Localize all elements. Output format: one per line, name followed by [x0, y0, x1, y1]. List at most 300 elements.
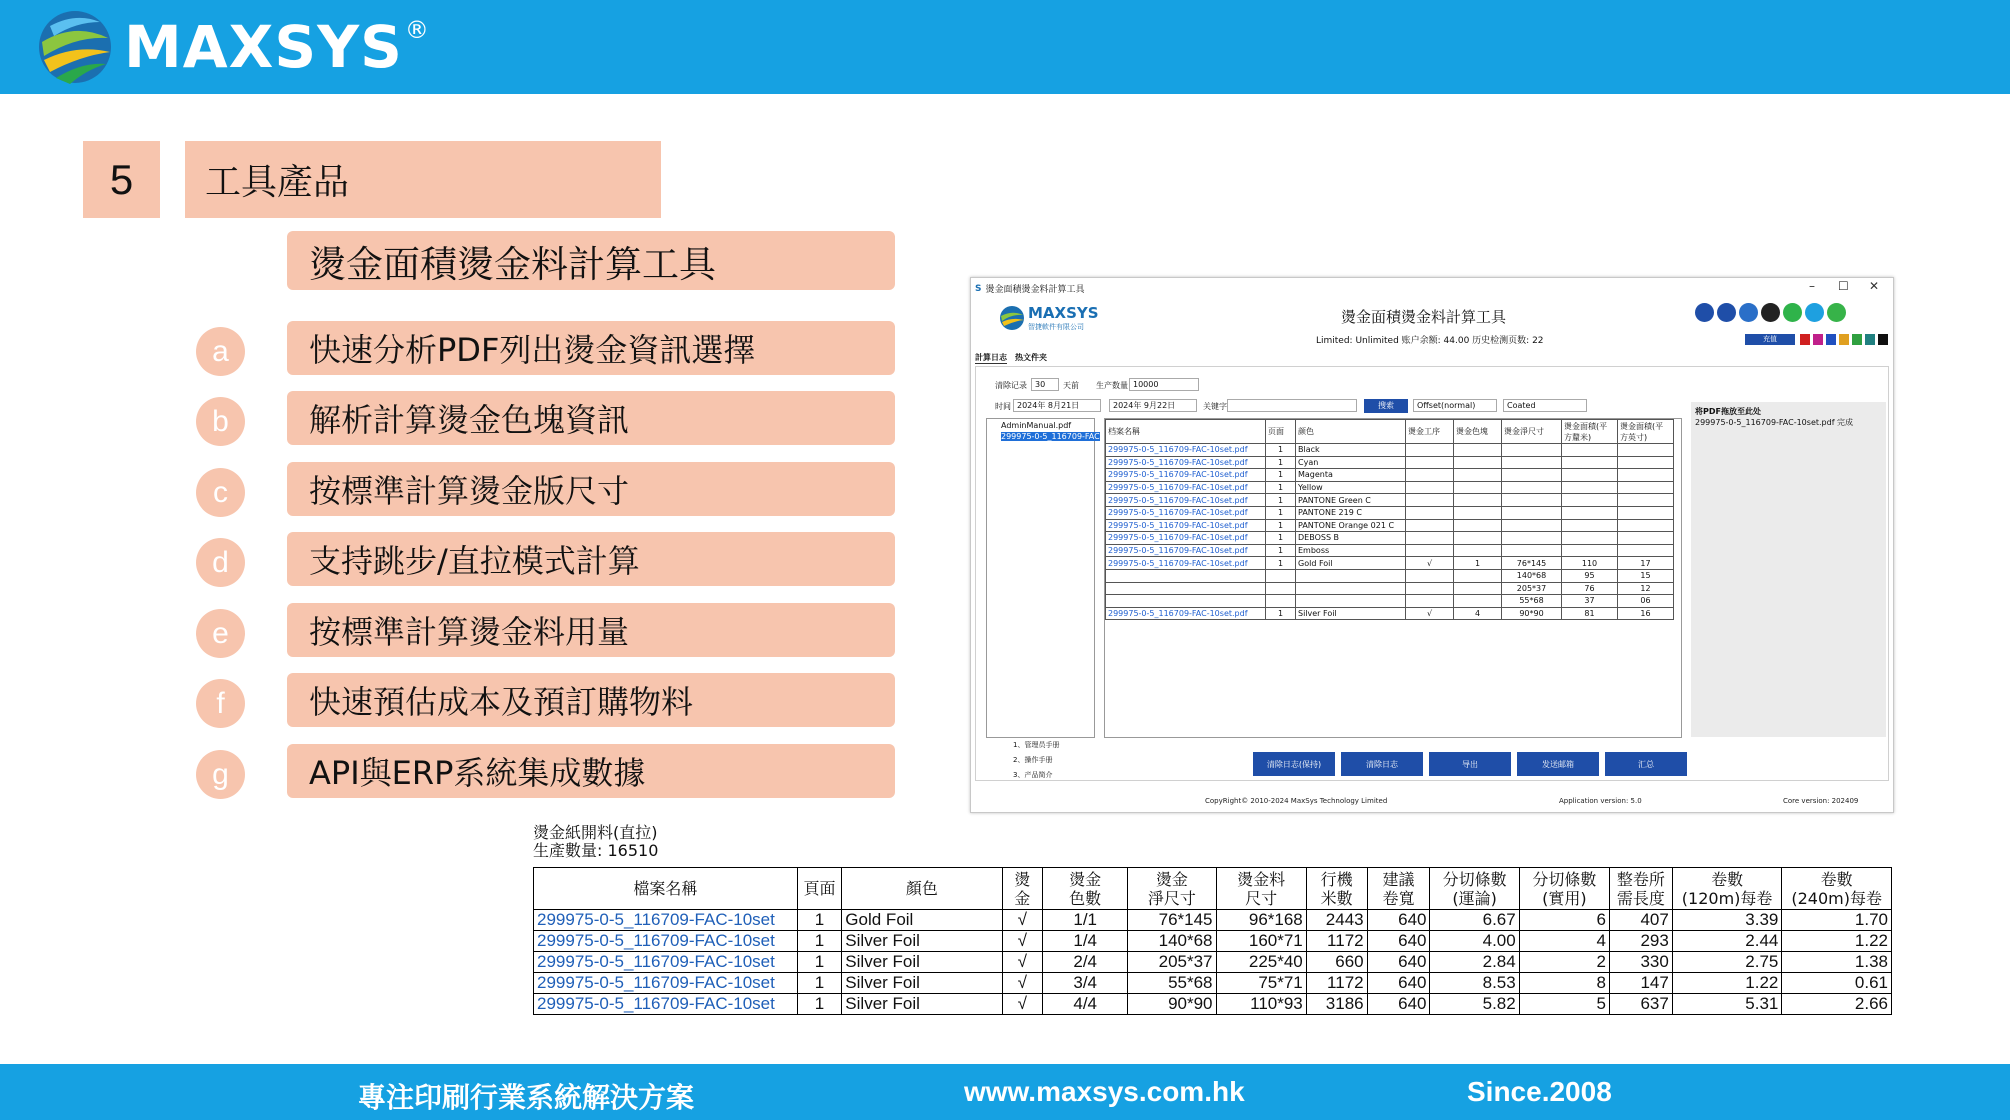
- grid-cell-size: 205*37: [1502, 582, 1562, 595]
- grid-empty-cell: [1266, 695, 1296, 708]
- grid-cell-file: 299975-0-5_116709-FAC-10set.pdf: [1106, 544, 1266, 557]
- foil-cell: 640: [1367, 910, 1430, 931]
- grid-empty-cell: [1454, 708, 1502, 721]
- grid-cell-size: [1502, 506, 1562, 519]
- grid-cell-area_in: [1618, 481, 1674, 494]
- grid-cell-blocks: [1454, 506, 1502, 519]
- grid-empty-cell: [1502, 645, 1562, 658]
- grid-empty-row: [1106, 658, 1674, 671]
- grid-cell-size: [1502, 481, 1562, 494]
- manual-link[interactable]: 2、操作手册: [1013, 756, 1053, 764]
- section-title: 工具產品: [185, 141, 661, 218]
- grid-empty-cell: [1296, 632, 1406, 645]
- foil-cell: Gold Foil: [842, 910, 1002, 931]
- grid-cell-proc: [1406, 544, 1454, 557]
- foil-cell: 55*68: [1128, 973, 1216, 994]
- grid-empty-cell: [1406, 721, 1454, 734]
- keyword-input[interactable]: [1227, 399, 1357, 412]
- grid-cell-area_in: [1618, 519, 1674, 532]
- grid-cell-size: [1502, 532, 1562, 545]
- grid-empty-cell: [1562, 683, 1618, 696]
- grid-empty-cell: [1454, 645, 1502, 658]
- grid-cell-color: Magenta: [1296, 469, 1406, 482]
- foil-file-name[interactable]: 299975-0-5_116709-FAC-10set: [534, 952, 798, 973]
- color-swatch[interactable]: [1865, 334, 1875, 345]
- keyword-label: 关键字: [1203, 402, 1227, 411]
- grid-empty-cell: [1618, 670, 1674, 683]
- foil-cell: 3/4: [1043, 973, 1128, 994]
- grid-row[interactable]: [1106, 444, 1674, 457]
- grid-empty-cell: [1266, 708, 1296, 721]
- grid-cell-color: DEBOSS B: [1296, 532, 1406, 545]
- grid-empty-cell: [1454, 695, 1502, 708]
- foil-cell: 8: [1519, 973, 1609, 994]
- grid-cell-size: 90*90: [1502, 607, 1562, 620]
- grid-empty-cell: [1618, 620, 1674, 633]
- grid-cell-page: 1: [1266, 557, 1296, 570]
- results-grid[interactable]: [1104, 418, 1682, 738]
- app-logo-text: MAXSYS: [1028, 304, 1099, 322]
- foil-cell: 140*68: [1128, 931, 1216, 952]
- pdf-drop-zone[interactable]: [1691, 402, 1886, 737]
- grid-empty-cell: [1106, 620, 1266, 633]
- grid-empty-cell: [1618, 645, 1674, 658]
- foil-cell: 5.82: [1430, 994, 1519, 1015]
- foil-header: 分切條數 (實用): [1519, 868, 1609, 910]
- grid-cell-color: PANTONE Orange 021 C: [1296, 519, 1406, 532]
- grid-row[interactable]: [1106, 519, 1674, 532]
- grid-cell-proc: [1406, 494, 1454, 507]
- grid-empty-cell: [1562, 658, 1618, 671]
- grid-empty-cell: [1106, 733, 1266, 746]
- grid-empty-cell: [1406, 645, 1454, 658]
- grid-empty-row: [1106, 733, 1674, 746]
- grid-cell-area_in: [1618, 532, 1674, 545]
- grid-empty-cell: [1266, 645, 1296, 658]
- foil-cell: 640: [1367, 931, 1430, 952]
- grid-empty-cell: [1502, 658, 1562, 671]
- grid-empty-cell: [1454, 658, 1502, 671]
- foil-header: 顏色: [842, 868, 1002, 910]
- foil-table-title: 燙金紙開料(直拉): [533, 823, 658, 842]
- grid-cell-file: 299975-0-5_116709-FAC-10set.pdf: [1106, 532, 1266, 545]
- grid-cell-proc: √: [1406, 607, 1454, 620]
- globe-logo-icon: [999, 305, 1025, 331]
- foil-cell: 2.66: [1782, 994, 1892, 1015]
- foil-cell: 1.22: [1672, 973, 1782, 994]
- footer-slogan: 專注印刷行業系統解決方案: [358, 1082, 695, 1113]
- grid-empty-cell: [1406, 632, 1454, 645]
- clear-log-keep-button[interactable]: 清除日志(保持): [1253, 752, 1335, 776]
- grid-cell-blocks: [1454, 519, 1502, 532]
- grid-empty-cell: [1562, 695, 1618, 708]
- grid-cell-page: 1: [1266, 519, 1296, 532]
- grid-empty-cell: [1454, 670, 1502, 683]
- quantity-input[interactable]: 10000: [1129, 378, 1199, 391]
- grid-cell-area_cm: [1562, 456, 1618, 469]
- foil-header: 檔案名稱: [534, 868, 798, 910]
- foil-row: [534, 994, 1892, 1015]
- foil-header: 行機 米數: [1306, 868, 1367, 910]
- grid-cell-proc: [1406, 456, 1454, 469]
- user-icon[interactable]: [1695, 303, 1714, 322]
- foil-cell: Silver Foil: [842, 952, 1002, 973]
- foil-cell: 1.70: [1782, 910, 1892, 931]
- footer-website[interactable]: www.maxsys.com.hk: [964, 1076, 1245, 1107]
- foil-cell: 2/4: [1043, 952, 1128, 973]
- grid-empty-cell: [1618, 708, 1674, 721]
- grid-empty-row: [1106, 708, 1674, 721]
- grid-cell-area_cm: [1562, 544, 1618, 557]
- grid-row[interactable]: [1106, 481, 1674, 494]
- grid-cell-size: [1502, 544, 1562, 557]
- phone-icon[interactable]: [1717, 303, 1736, 322]
- grid-cell-page: 1: [1266, 532, 1296, 545]
- foil-cell: 6: [1519, 910, 1609, 931]
- grid-cell-area_in: [1618, 444, 1674, 457]
- foil-cell: 1172: [1306, 973, 1367, 994]
- grid-cell-area_in: [1618, 544, 1674, 557]
- bullet-b: b: [196, 397, 245, 446]
- grid-cell-area_in: [1618, 456, 1674, 469]
- grid-cell-blocks: [1454, 481, 1502, 494]
- account-status: Limited: Unlimited 账户余额: 44.00 历史检测页数: 22: [1316, 336, 1544, 346]
- grid-empty-cell: [1562, 632, 1618, 645]
- color-swatch[interactable]: [1839, 334, 1849, 345]
- foil-file-name[interactable]: 299975-0-5_116709-FAC-10set: [534, 931, 798, 952]
- grid-empty-cell: [1296, 620, 1406, 633]
- grid-empty-row: [1106, 695, 1674, 708]
- search-button[interactable]: 搜索: [1364, 399, 1408, 413]
- tree-file-item[interactable]: AdminManual.pdf: [1001, 421, 1072, 430]
- time-label: 时间: [995, 402, 1011, 411]
- grid-empty-cell: [1562, 620, 1618, 633]
- grid-cell-blocks: 4: [1454, 607, 1502, 620]
- grid-cell-area_in: 17: [1618, 557, 1674, 570]
- grid-empty-row: [1106, 721, 1674, 734]
- foil-cell: 0.61: [1782, 973, 1892, 994]
- color-swatch[interactable]: [1800, 334, 1810, 345]
- foil-cell: 225*40: [1216, 952, 1306, 973]
- grid-cell-size: 140*68: [1502, 569, 1562, 582]
- foil-cell: 640: [1367, 973, 1430, 994]
- grid-cell-color: Cyan: [1296, 456, 1406, 469]
- foil-cell: √: [1002, 973, 1043, 994]
- foil-cell: √: [1002, 910, 1043, 931]
- grid-empty-cell: [1502, 632, 1562, 645]
- quantity-label: 生产数量: [1096, 381, 1128, 390]
- grid-cell-page: [1266, 582, 1296, 595]
- grid-header: 档案名稱: [1106, 420, 1266, 444]
- production-quantity: 生產數量: 16510: [533, 841, 659, 860]
- foil-file-name[interactable]: 299975-0-5_116709-FAC-10set: [534, 910, 798, 931]
- grid-row[interactable]: [1106, 544, 1674, 557]
- grid-cell-size: [1502, 519, 1562, 532]
- foil-header: 卷數 (120m)每卷: [1672, 868, 1782, 910]
- window-title-bar: [975, 282, 1085, 295]
- grid-empty-cell: [1106, 721, 1266, 734]
- results-table: [1105, 419, 1674, 746]
- grid-header: 燙金色塊: [1454, 420, 1502, 444]
- tool-title: 燙金面積燙金料計算工具: [287, 231, 895, 290]
- grid-empty-cell: [1106, 632, 1266, 645]
- grid-header: 页面: [1266, 420, 1296, 444]
- grid-empty-cell: [1106, 708, 1266, 721]
- grid-empty-cell: [1618, 733, 1674, 746]
- grid-cell-area_in: 06: [1618, 595, 1674, 608]
- grid-empty-cell: [1454, 721, 1502, 734]
- manual-link[interactable]: 3、产品简介: [1013, 771, 1053, 779]
- grid-cell-proc: [1406, 569, 1454, 582]
- foil-row: [534, 952, 1892, 973]
- foil-cell: 3186: [1306, 994, 1367, 1015]
- grid-empty-cell: [1266, 683, 1296, 696]
- foil-header: 建議 卷寬: [1367, 868, 1430, 910]
- grid-cell-blocks: 1: [1454, 557, 1502, 570]
- app-logo: [999, 304, 1099, 332]
- grid-header: 燙金工序: [1406, 420, 1454, 444]
- grid-empty-cell: [1296, 683, 1406, 696]
- mail-icon[interactable]: [1739, 303, 1758, 322]
- window-title: 燙金面積燙金料計算工具: [985, 285, 1085, 295]
- grid-cell-proc: [1406, 595, 1454, 608]
- grid-empty-cell: [1618, 721, 1674, 734]
- grid-empty-cell: [1454, 632, 1502, 645]
- grid-empty-cell: [1502, 695, 1562, 708]
- grid-cell-page: 1: [1266, 444, 1296, 457]
- tree-file-item-selected[interactable]: 299975-0-5_116709-FAC: [1001, 432, 1100, 441]
- foil-cutting-table: [533, 867, 1892, 1015]
- foil-cell: 637: [1609, 994, 1672, 1015]
- grid-empty-row: [1106, 620, 1674, 633]
- grid-cell-file: 299975-0-5_116709-FAC-10set.pdf: [1106, 519, 1266, 532]
- grid-row[interactable]: [1106, 456, 1674, 469]
- bullet-c: c: [196, 468, 245, 517]
- grid-empty-cell: [1266, 632, 1296, 645]
- grid-cell-size: [1502, 494, 1562, 507]
- grid-row[interactable]: [1106, 569, 1674, 582]
- feature-item: 按標準計算燙金版尺寸: [287, 462, 895, 516]
- grid-cell-area_cm: 37: [1562, 595, 1618, 608]
- foil-header: 燙金 色數: [1043, 868, 1128, 910]
- grid-empty-cell: [1266, 658, 1296, 671]
- footer-since: Since.2008: [1467, 1076, 1612, 1107]
- grid-empty-cell: [1502, 683, 1562, 696]
- grid-empty-row: [1106, 645, 1674, 658]
- foil-cell: 1: [797, 994, 842, 1015]
- foil-cell: 160*71: [1216, 931, 1306, 952]
- grid-row[interactable]: [1106, 469, 1674, 482]
- grid-empty-cell: [1406, 658, 1454, 671]
- bullet-e: e: [196, 609, 245, 658]
- days-unit-label: 天前: [1063, 381, 1079, 390]
- color-swatch[interactable]: [1826, 334, 1836, 345]
- grid-empty-cell: [1562, 708, 1618, 721]
- foil-cell: 2.84: [1430, 952, 1519, 973]
- bullet-d: d: [196, 538, 245, 587]
- grid-cell-area_cm: [1562, 481, 1618, 494]
- grid-cell-proc: [1406, 532, 1454, 545]
- grid-cell-blocks: [1454, 569, 1502, 582]
- send-email-button[interactable]: 发送邮箱: [1517, 752, 1599, 776]
- maximize-button[interactable]: ☐: [1838, 279, 1849, 293]
- color-swatch[interactable]: [1813, 334, 1823, 345]
- grid-cell-area_cm: [1562, 532, 1618, 545]
- grid-empty-cell: [1406, 670, 1454, 683]
- wechat-icon[interactable]: [1827, 303, 1846, 322]
- grid-cell-area_cm: [1562, 519, 1618, 532]
- grid-empty-cell: [1106, 645, 1266, 658]
- foil-cell: 1/4: [1043, 931, 1128, 952]
- tab-hot-folder[interactable]: 热文件夹: [1015, 353, 1047, 362]
- paper-select[interactable]: Coated: [1503, 399, 1587, 412]
- grid-empty-cell: [1618, 695, 1674, 708]
- grid-row[interactable]: [1106, 494, 1674, 507]
- grid-cell-proc: [1406, 506, 1454, 519]
- close-button[interactable]: ✕: [1869, 279, 1880, 293]
- foil-cell: 1: [797, 973, 842, 994]
- foil-header: 燙 金: [1002, 868, 1043, 910]
- foil-cell: 96*168: [1216, 910, 1306, 931]
- grid-empty-cell: [1296, 733, 1406, 746]
- grid-empty-cell: [1296, 658, 1406, 671]
- grid-cell-blocks: [1454, 532, 1502, 545]
- whatsapp-icon[interactable]: [1783, 303, 1802, 322]
- core-version: Core version: 202409: [1783, 797, 1859, 805]
- grid-cell-file: [1106, 595, 1266, 608]
- grid-empty-cell: [1502, 721, 1562, 734]
- foil-cell: 2: [1519, 952, 1609, 973]
- grid-cell-area_in: 16: [1618, 607, 1674, 620]
- foil-cell: 5.31: [1672, 994, 1782, 1015]
- foil-header: 分切條數 (運論): [1430, 868, 1519, 910]
- grid-cell-blocks: [1454, 494, 1502, 507]
- foil-cell: √: [1002, 931, 1043, 952]
- grid-empty-cell: [1618, 658, 1674, 671]
- color-swatch[interactable]: [1852, 334, 1862, 345]
- summary-button[interactable]: 汇总: [1605, 752, 1687, 776]
- grid-cell-size: [1502, 469, 1562, 482]
- grid-empty-cell: [1562, 645, 1618, 658]
- foil-cell: 110*93: [1216, 994, 1306, 1015]
- grid-row[interactable]: [1106, 532, 1674, 545]
- foil-header: 燙金料 尺寸: [1216, 868, 1306, 910]
- date-to-picker[interactable]: 2024年 9月22日: [1109, 399, 1197, 412]
- grid-empty-cell: [1406, 733, 1454, 746]
- grid-row[interactable]: [1106, 595, 1674, 608]
- foil-cell: 76*145: [1128, 910, 1216, 931]
- grid-empty-cell: [1502, 620, 1562, 633]
- grid-empty-row: [1106, 670, 1674, 683]
- grid-cell-page: [1266, 569, 1296, 582]
- manual-link[interactable]: 1、管理员手册: [1013, 741, 1060, 749]
- grid-empty-cell: [1296, 708, 1406, 721]
- foil-header: 頁面: [797, 868, 842, 910]
- color-swatch[interactable]: [1878, 334, 1888, 345]
- feature-item: 快速分析PDF列出燙金資訊選擇: [287, 321, 895, 375]
- foil-cell: 75*71: [1216, 973, 1306, 994]
- grid-cell-file: 299975-0-5_116709-FAC-10set.pdf: [1106, 481, 1266, 494]
- brand-name: MAXSYS: [124, 13, 403, 81]
- grid-header: 颜色: [1296, 420, 1406, 444]
- grid-row[interactable]: [1106, 582, 1674, 595]
- grid-cell-file: 299975-0-5_116709-FAC-10set.pdf: [1106, 506, 1266, 519]
- grid-empty-cell: [1562, 733, 1618, 746]
- grid-empty-cell: [1454, 683, 1502, 696]
- grid-cell-blocks: [1454, 544, 1502, 557]
- grid-empty-cell: [1454, 733, 1502, 746]
- grid-cell-page: 1: [1266, 506, 1296, 519]
- clear-days-input[interactable]: 30: [1031, 378, 1059, 391]
- grid-empty-cell: [1502, 733, 1562, 746]
- file-tree[interactable]: [986, 418, 1100, 738]
- foil-cell: √: [1002, 994, 1043, 1015]
- grid-empty-cell: [1106, 695, 1266, 708]
- grid-cell-color: Black: [1296, 444, 1406, 457]
- foil-cell: 2443: [1306, 910, 1367, 931]
- grid-empty-cell: [1106, 670, 1266, 683]
- grid-empty-cell: [1296, 645, 1406, 658]
- foil-calculator-window: [970, 277, 1894, 813]
- grid-row[interactable]: [1106, 557, 1674, 570]
- foil-file-name[interactable]: 299975-0-5_116709-FAC-10set: [534, 994, 798, 1015]
- foil-cell: Silver Foil: [842, 994, 1002, 1015]
- foil-row: [534, 910, 1892, 931]
- grid-cell-color: Yellow: [1296, 481, 1406, 494]
- skype-icon[interactable]: [1805, 303, 1824, 322]
- print-mode-select[interactable]: Offset(normal): [1413, 399, 1497, 412]
- section-number: 5: [83, 141, 160, 218]
- grid-row[interactable]: [1106, 506, 1674, 519]
- foil-file-name[interactable]: 299975-0-5_116709-FAC-10set: [534, 973, 798, 994]
- foil-cell: Silver Foil: [842, 973, 1002, 994]
- grid-empty-row: [1106, 683, 1674, 696]
- foil-cell: 5: [1519, 994, 1609, 1015]
- qq-icon[interactable]: [1761, 303, 1780, 322]
- grid-empty-cell: [1618, 632, 1674, 645]
- clear-log-button[interactable]: 清除日志: [1341, 752, 1423, 776]
- copyright-text: CopyRight© 2010-2024 MaxSys Technology Limited: [1205, 797, 1388, 805]
- charge-button[interactable]: 充值: [1745, 334, 1795, 345]
- minimize-button[interactable]: –: [1809, 279, 1815, 293]
- export-button[interactable]: 导出: [1429, 752, 1511, 776]
- date-from-picker[interactable]: 2024年 8月21日: [1013, 399, 1101, 412]
- feature-item: 快速預估成本及預訂購物料: [287, 673, 895, 727]
- foil-header: 整卷所 需長度: [1609, 868, 1672, 910]
- tab-calc-log[interactable]: 計算日志: [975, 353, 1007, 362]
- grid-empty-row: [1106, 632, 1674, 645]
- grid-cell-file: 299975-0-5_116709-FAC-10set.pdf: [1106, 469, 1266, 482]
- grid-cell-page: 1: [1266, 544, 1296, 557]
- grid-empty-cell: [1106, 658, 1266, 671]
- foil-cell: 2.44: [1672, 931, 1782, 952]
- grid-cell-color: Silver Foil: [1296, 607, 1406, 620]
- bullet-g: g: [196, 750, 245, 799]
- grid-cell-proc: [1406, 481, 1454, 494]
- grid-empty-cell: [1502, 708, 1562, 721]
- app-small-icon: S: [975, 283, 982, 294]
- grid-cell-file: 299975-0-5_116709-FAC-10set.pdf: [1106, 494, 1266, 507]
- grid-cell-area_cm: [1562, 469, 1618, 482]
- grid-row[interactable]: [1106, 607, 1674, 620]
- grid-empty-cell: [1454, 620, 1502, 633]
- foil-cell: 3.39: [1672, 910, 1782, 931]
- foil-cell: 330: [1609, 952, 1672, 973]
- feature-item: 解析計算燙金色塊資訊: [287, 391, 895, 445]
- grid-cell-page: 1: [1266, 494, 1296, 507]
- grid-cell-page: 1: [1266, 456, 1296, 469]
- feature-item: 支持跳步/直拉模式計算: [287, 532, 895, 586]
